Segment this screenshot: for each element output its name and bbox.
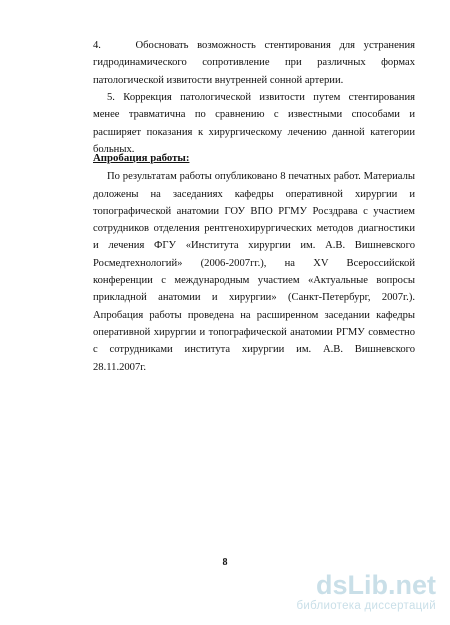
approbation-section [93, 150, 415, 376]
watermark-logo: dsLib.net [316, 570, 436, 600]
watermark [286, 571, 436, 613]
approbation-heading: Апробация работы: [93, 152, 190, 164]
list-item-4 [93, 37, 415, 89]
watermark-subtitle: библиотека диссертаций [296, 600, 436, 612]
list-item-5 [93, 89, 415, 158]
list-item-5-text: 5. Коррекция патологической извитости путем стентирования менее травматична по сравнению с известными способами и расширяет показания к хирургическому лечению данной категории больных. [93, 92, 415, 155]
list-item-4-text: 4. Обосновать возможность стентирования для устранения гидродинамического сопротивление при различных формах патологической извитости внутренней сонной артерии. [93, 40, 415, 86]
page-number: 8 [222, 557, 228, 568]
approbation-text: По результатам работы опубликовано 8 печатных работ. Материалы доложены на заседаниях кафедры оперативной хирургии и топографической анатомии ГОУ ВПО РГМУ Росздрава с участием сотрудников отделения рентгенохирургических методов диагностики и лечения ФГУ «Института хирургии им. А.В. Вишневского Росмедтехнологий» (2006-2007гг.), на XV Всероссийской конференции с международным участием «Актуальные вопросы прикладной анатомии и хирургии» (Санкт-Петербург, 2007г.). Апробация работы проведена на расширенном заседании кафедры оперативной хирургии и топографической анатомии РГМУ совместно с сотрудниками института хирургии им. А.В. Вишневского 28.11.2007г. [93, 171, 415, 373]
